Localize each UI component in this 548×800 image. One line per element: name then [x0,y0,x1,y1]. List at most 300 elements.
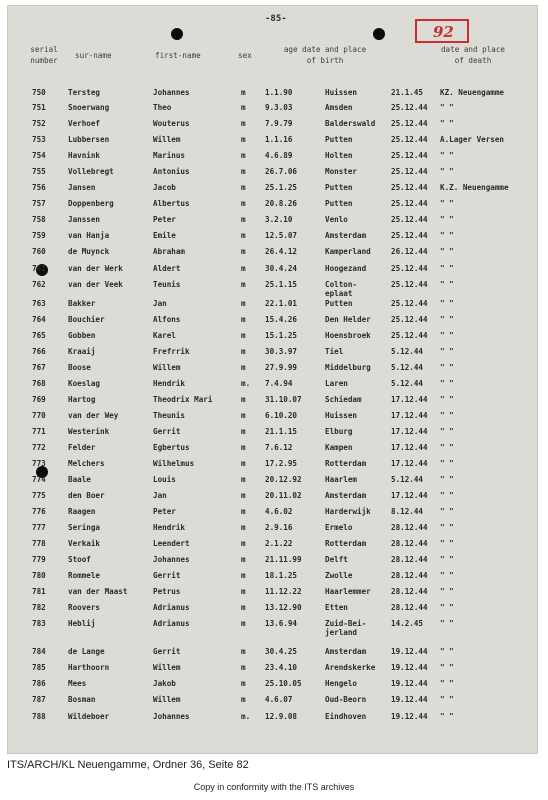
cell-birth-place: Hoogezand [325,264,367,273]
cell-birth-date: 21.1.15 [265,427,298,436]
cell-death-place: KZ. Neuengamme [440,88,505,97]
cell-surname: Janssen [68,215,101,224]
cell-death-date: 25.12.44 [391,119,428,128]
cell-death-place: " " [440,395,454,404]
table-row [0,619,548,637]
cell-surname: Westerink [68,427,110,436]
cell-surname: Roovers [68,603,101,612]
cell-death-date: 25.12.44 [391,151,428,160]
cell-serial-number: 776 [32,507,46,516]
cell-first-name: Frefrrik [153,347,190,356]
cell-birth-place: Haarlemmer [325,587,371,596]
cell-sex: m. [241,379,251,388]
cell-sex: m [241,331,246,340]
cell-death-date: 19.12.44 [391,695,428,704]
cell-birth-place: Oud-Beorn [325,695,367,704]
cell-first-name: Peter [153,215,176,224]
table-row [0,411,548,425]
cell-sex: m [241,647,246,656]
table-row [0,647,548,661]
cell-surname: de Lange [68,647,105,656]
cell-birth-place: Putten [325,199,353,208]
cell-death-date: 14.2.45 [391,619,424,628]
cell-death-date: 25.12.44 [391,280,428,289]
cell-birth-place: Amsterdam [325,647,367,656]
cell-death-date: 28.12.44 [391,603,428,612]
cell-first-name: Leendert [153,539,190,548]
table-row [0,379,548,393]
cell-first-name: Willem [153,135,181,144]
cell-birth-date: 12.5.07 [265,231,298,240]
cell-first-name: Antonius [153,167,190,176]
cell-death-date: 25.12.44 [391,167,428,176]
cell-serial-number: 783 [32,619,46,628]
cell-serial-number: 756 [32,183,46,192]
cell-death-date: 25.12.44 [391,264,428,273]
cell-serial-number: 761 [32,264,46,273]
cell-first-name: Hendrik [153,523,186,532]
cell-death-place: " " [440,347,454,356]
cell-birth-place: Eindhoven [325,712,367,721]
cell-death-date: 17.12.44 [391,443,428,452]
cell-first-name: Gerrit [153,571,181,580]
cell-surname: Bouchier [68,315,105,324]
cell-serial-number: 780 [32,571,46,580]
cell-death-place: " " [440,587,454,596]
table-row [0,347,548,361]
table-row [0,663,548,677]
cell-sex: m [241,88,246,97]
cell-sex: m [241,523,246,532]
header-surname: sur-name [75,51,112,60]
cell-death-date: 17.12.44 [391,459,428,468]
cell-death-place: " " [440,443,454,452]
cell-first-name: Aldert [153,264,181,273]
table-row [0,507,548,521]
cell-death-place: " " [440,299,454,308]
table-row [0,199,548,213]
cell-death-place: " " [440,103,454,112]
cell-sex: m [241,231,246,240]
cell-birth-place: Middelburg [325,363,371,372]
cell-surname: Baale [68,475,91,484]
cell-birth-date: 15.1.25 [265,331,298,340]
cell-serial-number: 781 [32,587,46,596]
table-row [0,363,548,377]
cell-surname: Wildeboer [68,712,110,721]
cell-surname: Doppenberg [68,199,114,208]
cell-first-name: Theodrix Mari [153,395,213,404]
cell-death-place: " " [440,603,454,612]
cell-death-place: A.Lager Versen [440,135,505,144]
cell-birth-place: Etten [325,603,348,612]
table-row [0,299,548,313]
cell-birth-place: Monster [325,167,358,176]
cell-birth-place: Hoensbroek [325,331,371,340]
cell-birth-place: Schiedam [325,395,362,404]
cell-birth-date: 18.1.25 [265,571,298,580]
cell-birth-date: 7.9.79 [265,119,293,128]
cell-first-name: Petrus [153,587,181,596]
cell-surname: van Hanja [68,231,110,240]
cell-birth-place: Huissen [325,88,358,97]
cell-birth-place: Tiel [325,347,344,356]
cell-serial-number: 775 [32,491,46,500]
cell-surname: Vollebregt [68,167,114,176]
cell-sex: m [241,199,246,208]
cell-surname: Mees [68,679,87,688]
cell-birth-date: 13.6.94 [265,619,298,628]
copy-notice: Copy in conformity with the ITS archives [193,782,355,792]
cell-birth-place: Kampen [325,443,353,452]
cell-sex: m [241,363,246,372]
cell-birth-date: 7.6.12 [265,443,293,452]
cell-first-name: Emile [153,231,176,240]
table-row [0,183,548,197]
cell-death-place: " " [440,151,454,160]
table-row [0,247,548,261]
header-first-name: first-name [155,51,201,60]
cell-first-name: Peter [153,507,176,516]
cell-death-date: 25.12.44 [391,183,428,192]
table-row [0,264,548,278]
table-row [0,571,548,585]
cell-birth-date: 26.7.06 [265,167,298,176]
cell-death-date: 21.1.45 [391,88,424,97]
cell-birth-date: 30.3.97 [265,347,298,356]
cell-death-place: " " [440,363,454,372]
cell-serial-number: 762 [32,280,46,289]
table-row [0,315,548,329]
cell-first-name: Adrianus [153,619,190,628]
cell-birth-place: Amsden [325,103,353,112]
table-row [0,587,548,601]
cell-birth-date: 12.9.08 [265,712,298,721]
archive-reference: ITS/ARCH/KL Neuengamme, Ordner 36, Seite 82 [7,759,249,771]
cell-death-place: " " [440,199,454,208]
table-row [0,475,548,489]
cell-birth-place: Amsterdam [325,231,367,240]
cell-first-name: Teunis [153,280,181,289]
cell-death-place: " " [440,331,454,340]
cell-death-place: " " [440,231,454,240]
cell-first-name: Wouterus [153,119,190,128]
cell-birth-date: 6.10.20 [265,411,298,420]
cell-birth-date: 27.9.99 [265,363,298,372]
cell-surname: de Muynck [68,247,110,256]
cell-death-place: " " [440,571,454,580]
cell-surname: Rommele [68,571,101,580]
cell-first-name: Alfons [153,315,181,324]
cell-first-name: Theunis [153,411,186,420]
cell-death-date: 5.12.44 [391,363,424,372]
cell-birth-date: 20.8.26 [265,199,298,208]
cell-first-name: Gerrit [153,427,181,436]
cell-death-date: 17.12.44 [391,411,428,420]
cell-birth-place: Zwolle [325,571,353,580]
cell-serial-number: 778 [32,539,46,548]
cell-first-name: Gerrit [153,647,181,656]
cell-first-name: Louis [153,475,176,484]
cell-death-place: " " [440,619,454,628]
cell-first-name: Johannes [153,555,190,564]
cell-sex: m [241,247,246,256]
cell-serial-number: 787 [32,695,46,704]
cell-death-date: 25.12.44 [391,199,428,208]
cell-birth-place: Putten [325,299,353,308]
cell-sex: m [241,571,246,580]
cell-serial-number: 773 [32,459,46,468]
cell-first-name: Willem [153,363,181,372]
cell-death-date: 19.12.44 [391,712,428,721]
table-row [0,103,548,117]
cell-surname: Verhoef [68,119,101,128]
cell-birth-date: 4.6.89 [265,151,293,160]
cell-sex: m [241,280,246,289]
table-row [0,167,548,181]
table-row [0,280,548,298]
cell-serial-number: 786 [32,679,46,688]
cell-birth-place: Rotterdam [325,539,367,548]
table-row [0,331,548,345]
cell-first-name: Wilhelmus [153,459,195,468]
cell-surname: van der Wey [68,411,119,420]
cell-death-date: 25.12.44 [391,135,428,144]
cell-sex: m [241,459,246,468]
cell-death-place: " " [440,427,454,436]
cell-death-date: 25.12.44 [391,215,428,224]
cell-serial-number: 784 [32,647,46,656]
cell-sex: m [241,119,246,128]
cell-sex: m [241,587,246,596]
cell-death-date: 26.12.44 [391,247,428,256]
cell-first-name: Jacob [153,183,176,192]
cell-sex: m [241,539,246,548]
cell-death-date: 28.12.44 [391,539,428,548]
table-row [0,151,548,165]
cell-serial-number: 764 [32,315,46,324]
cell-sex: m [241,395,246,404]
cell-birth-date: 26.4.12 [265,247,298,256]
cell-first-name: Johannes [153,712,190,721]
cell-death-date: 17.12.44 [391,491,428,500]
cell-serial-number: 771 [32,427,46,436]
cell-death-place: " " [440,264,454,273]
cell-sex: m [241,679,246,688]
cell-birth-place: Huissen [325,411,358,420]
cell-death-place: " " [440,663,454,672]
cell-death-place: " " [440,379,454,388]
cell-death-date: 25.12.44 [391,331,428,340]
cell-sex: m [241,215,246,224]
cell-sex: m [241,555,246,564]
cell-first-name: Egbertus [153,443,190,452]
cell-surname: Koeslag [68,379,101,388]
cell-serial-number: 785 [32,663,46,672]
cell-sex: m [241,427,246,436]
cell-first-name: Marinus [153,151,186,160]
cell-surname: Raagen [68,507,96,516]
cell-sex: m [241,619,246,628]
cell-birth-date: 4.6.07 [265,695,293,704]
cell-serial-number: 774 [32,475,46,484]
cell-first-name: Jan [153,491,167,500]
table-row [0,119,548,133]
cell-birth-date: 30.4.25 [265,647,298,656]
cell-death-place: " " [440,647,454,656]
cell-surname: Verkaik [68,539,101,548]
cell-death-place: " " [440,555,454,564]
cell-death-place: " " [440,507,454,516]
cell-birth-date: 30.4.24 [265,264,298,273]
table-row [0,459,548,473]
cell-death-place: " " [440,119,454,128]
cell-sex: m [241,347,246,356]
cell-death-date: 19.12.44 [391,647,428,656]
cell-birth-date: 25.1.15 [265,280,298,289]
cell-surname: Melchers [68,459,105,468]
cell-sex: m [241,507,246,516]
table-row [0,443,548,457]
cell-birth-place: Harderwijk [325,507,371,516]
cell-first-name: Adrianus [153,603,190,612]
cell-death-place: " " [440,475,454,484]
cell-death-place: " " [440,539,454,548]
cell-surname: Felder [68,443,96,452]
cell-birth-place: Zuid-Bei- jerland [325,619,367,637]
table-row [0,555,548,569]
cell-surname: Snoerwang [68,103,110,112]
cell-surname: Stoof [68,555,91,564]
cell-birth-date: 3.2.10 [265,215,293,224]
cell-death-place: " " [440,280,454,289]
cell-serial-number: 759 [32,231,46,240]
cell-first-name: Willem [153,695,181,704]
cell-surname: Harthoorn [68,663,110,672]
table-row [0,88,548,102]
table-row [0,215,548,229]
cell-birth-date: 9.3.03 [265,103,293,112]
cell-death-date: 19.12.44 [391,679,428,688]
cell-sex: m [241,603,246,612]
header-sex: sex [238,51,252,60]
cell-birth-place: Putten [325,135,353,144]
cell-sex: m [241,475,246,484]
cell-serial-number: 777 [32,523,46,532]
table-row [0,603,548,617]
cell-death-place: " " [440,167,454,176]
cell-sex: m [241,264,246,273]
cell-surname: Bosman [68,695,96,704]
cell-surname: Seringa [68,523,101,532]
cell-birth-place: Ermelo [325,523,353,532]
cell-first-name: Karel [153,331,176,340]
cell-death-place: " " [440,411,454,420]
cell-death-place: " " [440,523,454,532]
cell-death-place: K.Z. Neuengamme [440,183,509,192]
cell-serial-number: 758 [32,215,46,224]
cell-birth-date: 15.4.26 [265,315,298,324]
table-row [0,539,548,553]
cell-serial-number: 763 [32,299,46,308]
cell-birth-date: 1.1.16 [265,135,293,144]
cell-first-name: Abraham [153,247,186,256]
header-serial-number: serial number [30,45,58,65]
punch-hole-top-right [373,28,385,40]
stamp-number: 92 [433,23,454,41]
header-death: date and place of death [440,45,505,65]
table-row [0,712,548,726]
cell-death-date: 28.12.44 [391,571,428,580]
cell-death-date: 5.12.44 [391,475,424,484]
cell-serial-number: 766 [32,347,46,356]
cell-serial-number: 753 [32,135,46,144]
page-number: -85- [265,14,287,24]
cell-death-date: 28.12.44 [391,523,428,532]
cell-birth-date: 20.11.02 [265,491,302,500]
cell-first-name: Johannes [153,88,190,97]
cell-birth-date: 1.1.90 [265,88,293,97]
cell-death-place: " " [440,459,454,468]
punch-hole-top-left [171,28,183,40]
cell-death-date: 25.12.44 [391,231,428,240]
cell-birth-place: Venlo [325,215,348,224]
cell-sex: m [241,183,246,192]
cell-birth-date: 17.2.95 [265,459,298,468]
table-row [0,395,548,409]
cell-sex: m [241,135,246,144]
cell-surname: Tersteg [68,88,101,97]
cell-birth-date: 4.6.02 [265,507,293,516]
cell-first-name: Hendrik [153,379,186,388]
table-row [0,523,548,537]
cell-surname: Heblij [68,619,96,628]
cell-sex: m [241,167,246,176]
cell-birth-place: Balderswald [325,119,376,128]
cell-serial-number: 769 [32,395,46,404]
cell-surname: van der Maast [68,587,128,596]
cell-surname: Havnink [68,151,101,160]
cell-surname: Hartog [68,395,96,404]
cell-serial-number: 782 [32,603,46,612]
header-birth: age date and place of birth [283,45,367,65]
cell-birth-date: 22.1.01 [265,299,298,308]
cell-birth-place: Haarlem [325,475,358,484]
cell-birth-date: 2.1.22 [265,539,293,548]
cell-sex: m [241,695,246,704]
cell-serial-number: 767 [32,363,46,372]
cell-birth-place: Amsterdam [325,491,367,500]
cell-first-name: Willem [153,663,181,672]
cell-first-name: Theo [153,103,172,112]
cell-death-date: 28.12.44 [391,587,428,596]
cell-birth-place: Elburg [325,427,353,436]
cell-serial-number: 751 [32,103,46,112]
cell-serial-number: 760 [32,247,46,256]
cell-death-date: 5.12.44 [391,379,424,388]
cell-death-date: 17.12.44 [391,427,428,436]
cell-birth-date: 25.10.05 [265,679,302,688]
cell-sex: m [241,299,246,308]
cell-death-place: " " [440,215,454,224]
table-row [0,491,548,505]
cell-death-date: 25.12.44 [391,315,428,324]
cell-birth-date: 21.11.99 [265,555,302,564]
cell-birth-place: Kamperland [325,247,371,256]
cell-birth-place: Den Helder [325,315,371,324]
cell-surname: Kraaij [68,347,96,356]
cell-surname: Boose [68,363,91,372]
